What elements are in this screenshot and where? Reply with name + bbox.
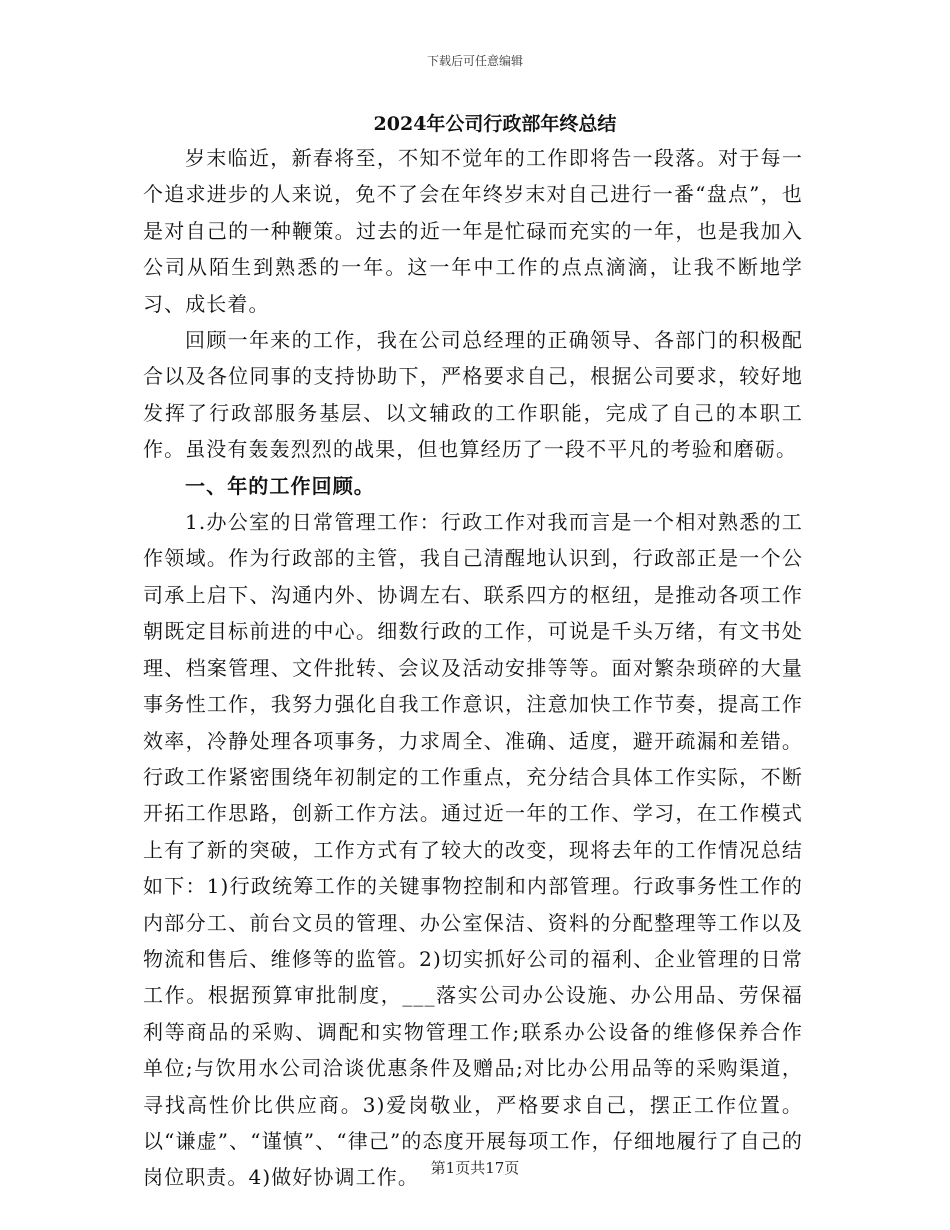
document-body [143,140,803,1196]
page-footer: 第1页共17页 [430,1159,520,1177]
section-heading: 一、年的工作回顾。 [185,473,375,498]
page-header: 下载后可任意编辑 [426,54,523,68]
paragraph-office-management: 1.办公室的日常管理工作：行政工作对我而言是一个相对熟悉的工作领域。作为行政部的主管，我自己清醒地认识到，行政部正是一个公司承上启下、沟通内外、协调左右、联系四方的枢纽，是推动各项工作朝既定目标前进的中心。细数行政的工作，可说是千头万绪，有文书处理、档案管理、文件批转、会议及活动安排等等。面对繁杂琐碎的大量事务性工作，我努力强化自我工作意识，注意加快工作节奏，提高工作效率，冷静处理各项事务，力求周全、准确、适度，避开疏漏和差错。行政工作紧密围绕年初制定的工作重点，充分结合具体工作实际，不断开拓工作思路，创新工作方法。通过近一年的工作、学习，在工作模式上有了新的突破，工作方式有了较大的改变，现将去年的工作情况总结如下：1)行政统筹工作的关键事物控制和内部管理。行政事务性工作的内部分工、前台文员的管理、办公室保洁、资料的分配整理等工作以及物流和售后、维修等的监管。2)切实抓好公司的福利、企业管理的日常工作。根据预算审批制度，___落实公司办公设施、办公用品、劳保福利等商品的采购、调配和实物管理工作;联系办公设备的维修保养合作单位;与饮用水公司洽谈优惠条件及赠品;对比办公用品等的采购渠道，寻找高性价比供应商。3)爱岗敬业，严格要求自己，摆正工作位置。以“谦虚”、“谨慎”、“律己”的态度开展每项工作，仔细地履行了自己的岗位职责。4)做好协调工作。 [143,510,803,1190]
paragraph-intro: 岁末临近，新春将至，不知不觉年的工作即将告一段落。对于每一个追求进步的人来说，免不了会在年终岁末对自己进行一番“盘点”，也是对自己的一种鞭策。过去的近一年是忙碌而充实的一年，也是我加入公司从陌生到熟悉的一年。这一年中工作的点点滴滴，让我不断地学习、成长着。 [143,146,803,316]
document-title: 2024年公司行政部年终总结 [373,113,617,135]
paragraph-review: 回顾一年来的工作，我在公司总经理的正确领导、各部门的积极配合以及各位同事的支持协助下，严格要求自己，根据公司要求，较好地发挥了行政部服务基层、以文辅政的工作职能，完成了自己的本职工作。虽没有轰轰烈烈的战果，但也算经历了一段不平凡的考验和磨砺。 [143,328,803,462]
